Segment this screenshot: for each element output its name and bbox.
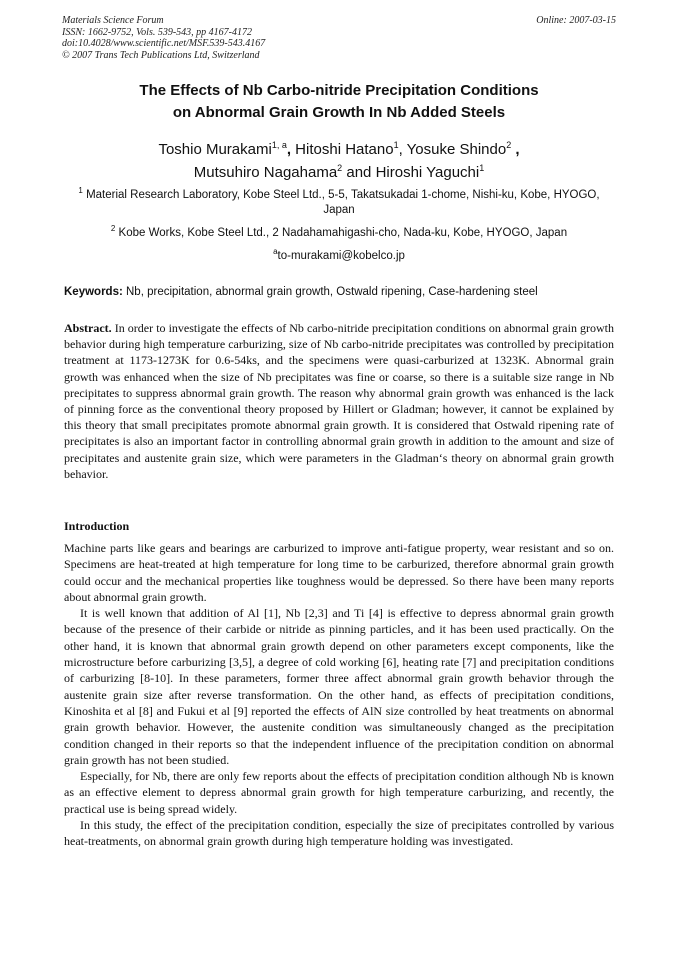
author-name: Yosuke Shindo (406, 141, 507, 158)
keywords (64, 285, 624, 300)
issn-line: ISSN: 1662-9752, Vols. 539-543, pp 4167-4172 (62, 26, 252, 38)
affiliation-text: Material Research Laboratory, Kobe Steel Ltd., 5-5, Takatsukadai 1-chome, Nishi-ku, Kobe, HYOGO, Japan (86, 189, 600, 216)
affiliation-text: Kobe Works, Kobe Steel Ltd., 2 Nadahamahigashi-cho, Nada-ku, Kobe, HYOGO, Japan (118, 227, 568, 239)
author-separator: , (286, 141, 296, 158)
author-separator: , (511, 141, 520, 158)
author-name: Hiroshi Yaguchi (375, 164, 480, 181)
author-sup: 1 (393, 140, 399, 150)
title-line-1: The Effects of Nb Carbo-nitride Precipitation Conditions (139, 82, 539, 99)
author-sup: 1, a (271, 140, 287, 150)
keywords-text: Nb, precipitation, abnormal grain growth, Ostwald ripening, Case-hardening steel (126, 286, 538, 298)
affiliation-sup: 2 (110, 224, 116, 233)
abstract-text: In order to investigate the effects of Nb carbo-nitride precipitation conditions on abnormal grain growth behavior during high temperature carburizing, size of Nb carbo-nitride precipitates was controlled by precipitation treatment at 1173-1273K for 0.6-54ks, and the specimens were quasi-carburized at 1323K. Abnormal grain growth was enhanced when the size of Nb precipitates was fine or coarse, so there is a suitable size range in Nb precipitates to suppress abnormal grain growth. The reason why abnormal grain growth was enhanced is the lack of pinning force as the conventional theory proposed by Hillert or Gladman; however, it cannot be explained by this theory that small precipitates promote abnormal grain growth. It is considered that Ostwald ripening rate of precipitates is also an important factor in controlling abnormal grain growth in addition to the amount and size of precipitates and austenite grain size, which were parameters in the Gladman‘s theory on abnormal grain growth behavior. (64, 321, 615, 481)
paragraph: It is well known that addition of Al [1], Nb [2,3] and Ti [4] is effective to depress abnormal grain growth because of the presence of their carbide or nitride as pinning particles, and it has been used practically. On the other hand, it is known that abnormal grain growth depend on other parameters except components, like the microstructure before carburizing [3,5], a degree of cold working [6], heating rate [7] and precipitation conditions of carburizing [8-10]. In these parameters, former three affect abnormal grain growth behavior through the austenite grain size after reverse transformation. On the other hand, as effects of precipitation conditions, Kinoshita et al [8] and Fukui et al [9] reported the effects of AlN size controlled by heat treatments on abnormal grain growth behavior. However, the austenite condition was simultaneously changed as the precipitation condition changed in their reports so that the independent influence of the precipitation condition on abnormal grain growth has not been studied. (64, 606, 614, 767)
author-list (40, 138, 638, 184)
introduction-body (64, 540, 614, 850)
paragraph: In this study, the effect of the precipitation condition, especially the size of precipitates controlled by various heat-treatments, on abnormal grain growth during high temperature holding was investigated. (64, 818, 614, 849)
affiliation-1 (64, 188, 614, 218)
author-email (64, 249, 614, 264)
email-address[interactable]: to-murakami@kobelco.jp (277, 250, 405, 262)
author-sup: 1 (479, 163, 485, 173)
author-name: Hitoshi Hatano (295, 141, 394, 158)
copyright-line: © 2007 Trans Tech Publications Ltd, Switzerland (62, 49, 260, 61)
author-sup: 2 (337, 163, 343, 173)
online-date: Online: 2007-03-15 (536, 15, 616, 26)
paper-title (40, 80, 638, 124)
affiliation-sup: 1 (78, 186, 83, 195)
abstract (64, 320, 614, 482)
author-sup: 2 (506, 140, 512, 150)
keywords-label: Keywords: (64, 286, 123, 298)
author-line-1 (40, 138, 638, 161)
journal-header (62, 15, 616, 61)
paragraph: Machine parts like gears and bearings are carburized to improve anti-fatigue property, wear resistant and so on. Specimens are heat-treated at high temperature for long time to be carburized, therefore abnormal grain growth could occur and the mechanical properties like toughness would be depressed. So there have been many reports about abnormal grain growth. (64, 541, 614, 604)
author-line-2 (40, 161, 638, 184)
author-name: Mutsuhiro Nagahama (193, 164, 338, 181)
author-name: Toshio Murakami (158, 141, 272, 158)
author-conjunction: and (346, 164, 372, 181)
author-separator: , (398, 141, 407, 158)
paragraph: Especially, for Nb, there are only few reports about the effects of precipitation condition although Nb is known as an effective element to depress abnormal grain growth for high temperature carburizing, and recently, the practical use is being spread widely. (64, 769, 614, 816)
doi-line: doi:10.4028/www.scientific.net/MSF.539-543.4167 (62, 38, 266, 49)
abstract-label: Abstract. (64, 321, 112, 335)
affiliation-2 (64, 226, 614, 241)
email-sup: a (273, 247, 278, 256)
introduction-heading: Introduction (64, 519, 130, 533)
title-line-2: on Abnormal Grain Growth In Nb Added Steels (172, 104, 506, 121)
journal-name: Materials Science Forum (62, 15, 164, 26)
